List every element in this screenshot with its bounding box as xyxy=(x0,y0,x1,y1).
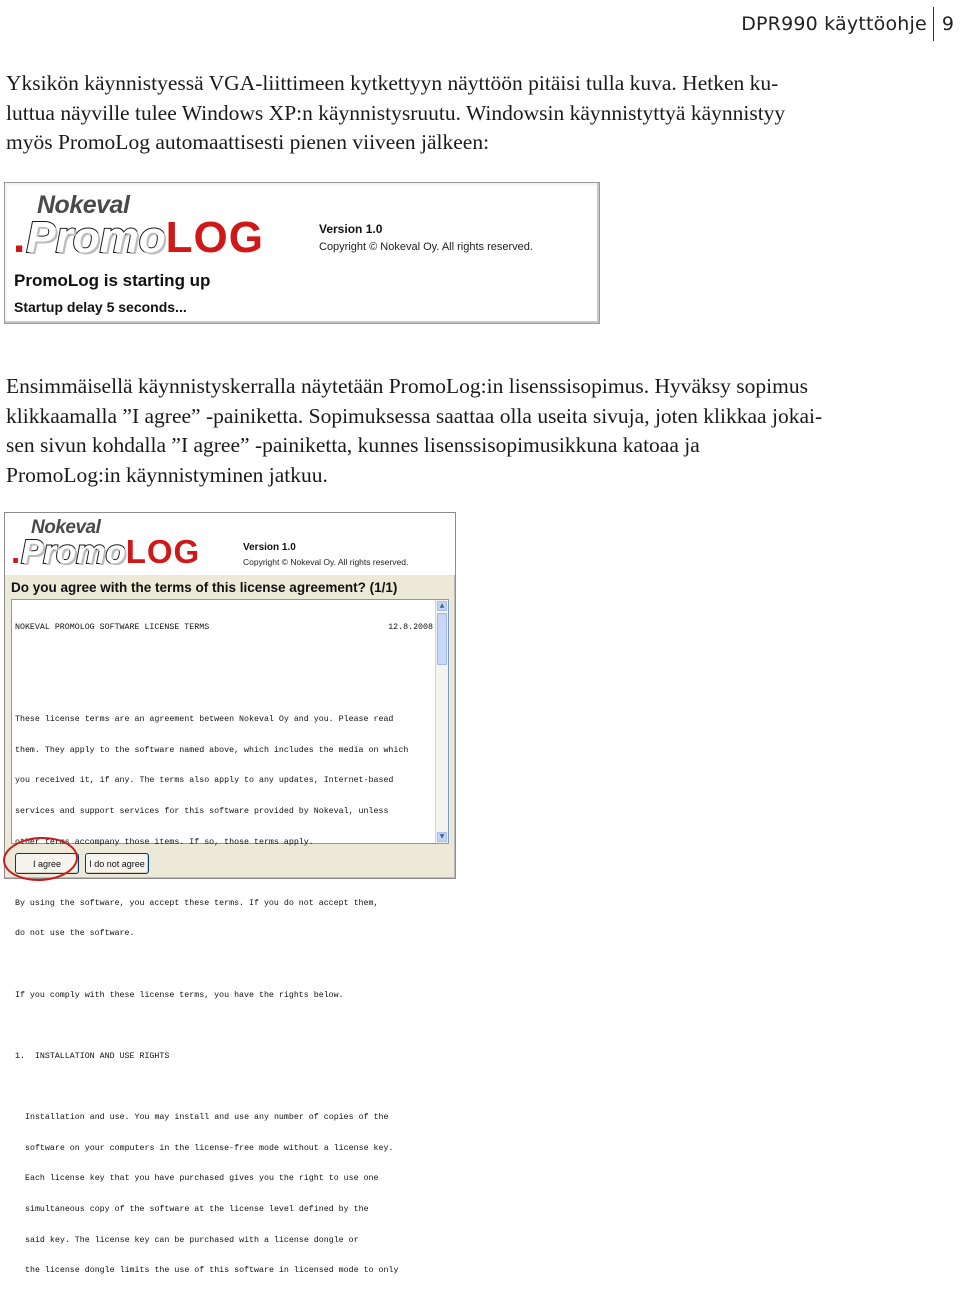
license-line: you received it, if any. The terms also apply to any updates, Internet-based xyxy=(15,776,394,786)
logo-promo: Promo xyxy=(21,533,126,570)
logo-promo: Promo xyxy=(26,213,166,262)
license-dialog-screenshot xyxy=(4,512,456,1276)
version-label: Version 1.0 xyxy=(319,222,383,236)
logo-log: LOG xyxy=(125,533,201,570)
license-line: These license terms are an agreement between Nokeval Oy and you. Please read xyxy=(15,715,394,725)
paragraph-line: PromoLog:in käynnistyminen jatkuu. xyxy=(6,462,328,487)
intro-paragraph xyxy=(6,69,956,158)
license-text xyxy=(15,603,435,1297)
dialog-logo-area xyxy=(5,513,455,575)
starting-status: PromoLog is starting up xyxy=(14,271,211,290)
license-line: Installation and use. You may install and use any number of copies of the xyxy=(25,1113,389,1123)
scroll-up-icon[interactable]: ▲ xyxy=(437,601,447,611)
license-line: If you comply with these license terms, you have the rights below. xyxy=(15,990,344,1000)
license-title: NOKEVAL PROMOLOG SOFTWARE LICENSE TERMS xyxy=(15,623,210,633)
logo-dot: . xyxy=(13,213,27,262)
scroll-thumb[interactable] xyxy=(437,613,447,665)
license-line: the license dongle limits the use of this software in licensed mode to only xyxy=(25,1266,399,1276)
license-paragraph xyxy=(6,372,956,490)
version-label: Version 1.0 xyxy=(243,542,296,553)
page-header xyxy=(741,8,960,40)
promolog-splash-screenshot xyxy=(4,182,600,324)
nokeval-logo: Nokeval xyxy=(37,191,130,219)
decline-button[interactable]: I do not agree xyxy=(85,853,149,874)
copyright-label: Copyright © Nokeval Oy. All rights reserved. xyxy=(319,241,533,253)
paragraph-line: klikkaamalla ”I agree” -painiketta. Sopimuksessa saattaa olla useita sivuja, joten klikkaa jokai- xyxy=(6,403,823,428)
paragraph-line: sen sivun kohdalla ”I agree” -painiketta, kunnes lisenssisopimusikkuna katoaa ja xyxy=(6,433,700,457)
promolog-logo xyxy=(11,533,200,571)
logo-log: LOG xyxy=(165,213,264,262)
agree-button[interactable]: I agree xyxy=(15,853,79,874)
nokeval-logo: Nokeval xyxy=(31,517,101,538)
paragraph-line: luttua näyville tulee Windows XP:n käynnistysruutu. Windowsin käynnistyttyä käynnistyy xyxy=(6,100,786,125)
paragraph-line: myös PromoLog automaattisesti pienen viiveen jälkeen: xyxy=(6,130,490,154)
paragraph-line: Ensimmäisellä käynnistyskerralla näytetään PromoLog:in lisenssisopimus. Hyväksy sopimus xyxy=(6,374,808,398)
license-section-heading: 1. INSTALLATION AND USE RIGHTS xyxy=(15,1051,170,1061)
license-line: By using the software, you accept these terms. If you do not accept them, xyxy=(15,898,379,908)
license-line: services and support services for this software provided by Nokeval, unless xyxy=(15,807,389,817)
license-date: 12.8.2008 xyxy=(388,623,433,633)
license-line: other terms accompany those items. If so, those terms apply. xyxy=(15,837,314,847)
page-number: 9 xyxy=(941,13,954,35)
copyright-label: Copyright © Nokeval Oy. All rights reserved. xyxy=(243,557,409,567)
paragraph-line: Yksikön käynnistyessä VGA-liittimeen kytkettyyn näyttöön pitäisi tulla kuva. Hetken ku- xyxy=(6,71,779,95)
license-scrollbar[interactable] xyxy=(435,600,448,843)
document-title: DPR990 käyttöohje xyxy=(741,13,927,35)
agreement-question: Do you agree with the terms of this license agreement? (1/1) xyxy=(11,580,398,595)
license-line: do not use the software. xyxy=(15,929,135,939)
logo-dot: . xyxy=(11,533,22,570)
license-line: them. They apply to the software named above, which includes the media on which xyxy=(15,745,409,755)
license-header-row xyxy=(15,623,435,633)
license-line: said key. The license key can be purchased with a license dongle or xyxy=(25,1235,359,1245)
scroll-down-icon[interactable]: ▼ xyxy=(437,832,447,842)
promolog-logo xyxy=(13,213,264,263)
startup-delay: Startup delay 5 seconds... xyxy=(14,299,187,315)
license-line: simultaneous copy of the software at the license level defined by the xyxy=(25,1204,369,1214)
license-line: software on your computers in the license-free mode without a license key. xyxy=(25,1143,394,1153)
license-line: Each license key that you have purchased gives you the right to use one xyxy=(25,1174,379,1184)
